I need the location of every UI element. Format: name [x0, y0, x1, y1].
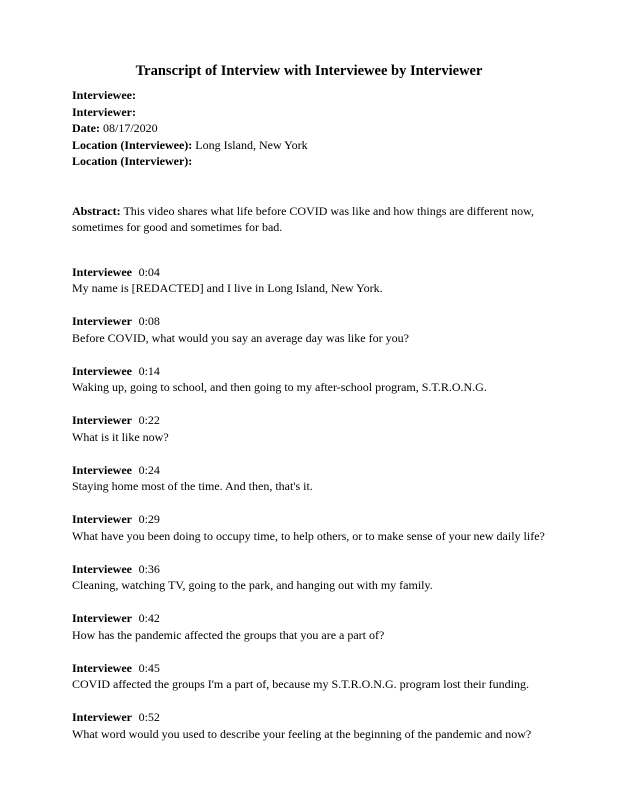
- transcript-turn: [72, 610, 546, 643]
- timestamp: 0:08: [138, 314, 160, 328]
- timestamp: 0:29: [138, 512, 160, 526]
- speaker-name: Interviewee: [72, 264, 132, 279]
- meta-line-interviewer: [72, 104, 546, 121]
- speaker-line: [72, 709, 546, 726]
- timestamp: 0:22: [138, 413, 160, 427]
- meta-line-location-interviewee: [72, 137, 546, 154]
- meta-line-date: [72, 120, 546, 137]
- speaker-line: [72, 660, 546, 677]
- transcript-turn: [72, 363, 546, 396]
- speaker-line: [72, 363, 546, 380]
- speaker-line: [72, 412, 546, 429]
- speaker-name: Interviewee: [72, 561, 132, 576]
- timestamp: 0:52: [138, 710, 160, 724]
- turn-text: COVID affected the groups I'm a part of, because my S.T.R.O.N.G. program lost their funding.: [72, 677, 529, 691]
- speaker-name: Interviewee: [72, 363, 132, 378]
- speaker-line: [72, 313, 546, 330]
- turn-text: Cleaning, watching TV, going to the park, and hanging out with my family.: [72, 578, 433, 592]
- speaker-line: [72, 610, 546, 627]
- turn-text: What word would you used to describe your feeling at the beginning of the pandemic and now?: [72, 726, 532, 741]
- transcript-turn: [72, 660, 546, 693]
- turn-text: What have you been doing to occupy time, to help others, or to make sense of your new daily life?: [72, 528, 545, 543]
- transcript-turn: [72, 264, 546, 297]
- meta-label: Date:: [72, 121, 100, 135]
- page-title: Transcript of Interview with Interviewee by Interviewer: [135, 63, 483, 79]
- speaker-name: Interviewee: [72, 660, 132, 675]
- timestamp: 0:04: [138, 264, 160, 279]
- timestamp: 0:36: [138, 561, 160, 576]
- speaker-name: Interviewer: [72, 314, 132, 328]
- metadata-block: [72, 87, 546, 170]
- abstract-label: Abstract:: [72, 203, 121, 218]
- speaker-name: Interviewer: [72, 710, 132, 724]
- abstract-text: This video shares what life before COVID was like and how things are different now, sometimes for good and sometimes for bad.: [72, 203, 535, 234]
- transcript-turn: [72, 561, 546, 594]
- speaker-name: Interviewee: [72, 462, 132, 477]
- turn-text: What is it like now?: [72, 429, 169, 444]
- transcript-turn: [72, 709, 546, 742]
- timestamp: 0:24: [138, 462, 160, 477]
- turn-text: How has the pandemic affected the groups that you are a part of?: [72, 627, 385, 642]
- speaker-line: [72, 264, 546, 281]
- transcript-turn: [72, 313, 546, 346]
- speaker-name: Interviewer: [72, 413, 132, 427]
- meta-label: Interviewee:: [72, 88, 136, 102]
- transcript-turn: [72, 462, 546, 495]
- timestamp: 0:14: [138, 363, 160, 378]
- meta-value: 08/17/2020: [102, 121, 158, 135]
- speaker-line: [72, 462, 546, 479]
- meta-value: Long Island, New York: [195, 137, 308, 152]
- turn-text: My name is [REDACTED] and I live in Long Island, New York.: [72, 281, 383, 295]
- meta-label: Location (Interviewer):: [72, 154, 193, 168]
- meta-line-interviewee: [72, 87, 546, 104]
- timestamp: 0:45: [138, 660, 160, 675]
- speaker-name: Interviewer: [72, 512, 132, 526]
- meta-label: Location (Interviewee):: [72, 137, 193, 152]
- speaker-name: Interviewer: [72, 611, 132, 625]
- transcript-turn: [72, 412, 546, 445]
- meta-line-location-interviewer: [72, 153, 546, 170]
- abstract-paragraph: [72, 203, 546, 236]
- turn-text: Waking up, going to school, and then going to my after-school program, S.T.R.O.N.G.: [72, 380, 487, 394]
- transcript-turn: [72, 511, 546, 544]
- timestamp: 0:42: [138, 611, 160, 625]
- meta-label: Interviewer:: [72, 104, 136, 119]
- speaker-line: [72, 511, 546, 528]
- turn-text: Before COVID, what would you say an average day was like for you?: [72, 330, 409, 345]
- turn-text: Staying home most of the time. And then, that's it.: [72, 479, 313, 493]
- speaker-line: [72, 561, 546, 578]
